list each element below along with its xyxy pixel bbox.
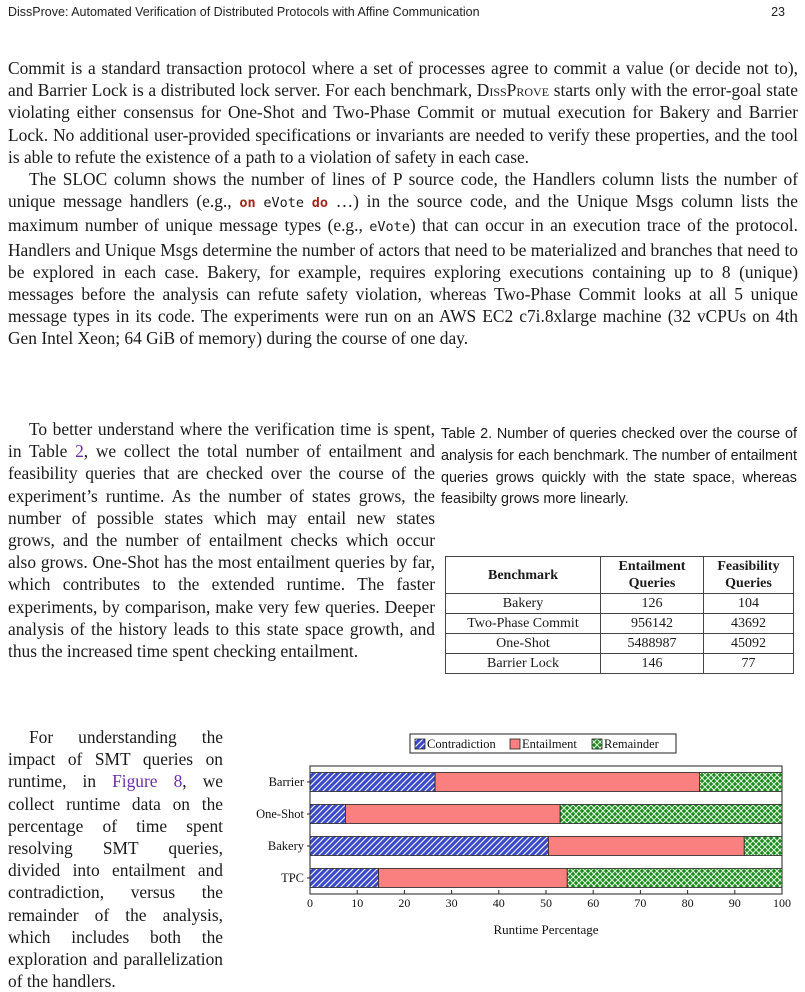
legend-label-entailment: Entailment xyxy=(522,737,577,751)
bar-one-shot-remainder xyxy=(560,805,782,824)
table-row xyxy=(446,654,794,674)
queries-table xyxy=(445,556,794,674)
paragraph-1 xyxy=(8,57,798,168)
table-cell: 956142 xyxy=(601,614,704,634)
bar-barrier-entailment xyxy=(435,773,699,792)
table-header-entailment: Entailment Queries xyxy=(601,557,704,594)
code-evote-2: eVote xyxy=(369,219,410,236)
p4-text-a: For understanding the impact of SMT queries on runtime, in xyxy=(8,727,223,792)
code-keyword-on: on xyxy=(239,195,256,212)
runtime-breakdown-chart xyxy=(240,730,800,974)
table-header-row xyxy=(446,557,794,594)
category-label: Barrier xyxy=(268,775,304,789)
x-tick-label: 60 xyxy=(587,896,600,910)
body-text-left-column xyxy=(8,418,435,662)
x-tick-label: 20 xyxy=(398,896,411,910)
table-caption: Table 2. Number of queries checked over the course of analysis for each benchmark. The number of entailment queries grows quickly with the state space, whereas feasibilty grows more linearly. xyxy=(441,426,797,508)
category-label: TPC xyxy=(281,871,304,885)
bar-one-shot-entailment xyxy=(345,805,560,824)
tool-name: DissProve xyxy=(476,80,550,101)
p2-text-a: The SLOC column shows the number of lines of P source code, the Handlers column lists the number of unique message handlers (e.g., xyxy=(8,169,798,212)
category-label: Bakery xyxy=(267,839,304,853)
x-tick-label: 80 xyxy=(681,896,694,910)
paragraph-2 xyxy=(8,168,798,350)
bar-tpc-remainder xyxy=(567,869,782,888)
x-tick-label: 50 xyxy=(540,896,552,910)
running-header xyxy=(8,5,785,23)
p3-text-a: To better understand where the verification time is spent, in Table xyxy=(8,419,435,462)
legend-swatch-remainder xyxy=(592,739,602,749)
x-tick-label: 90 xyxy=(728,896,741,910)
legend-swatch-contradiction xyxy=(415,739,425,749)
category-label: One-Shot xyxy=(256,807,304,821)
bar-tpc-contradiction xyxy=(310,869,378,888)
table-cell: 146 xyxy=(601,654,704,674)
p4-text-b: , we collect runtime data on the percentage of time spent resolving SMT queries, divided into entailment and contradiction, versus the remainder of the analysis, which includes both the exploration and parallelization of the handlers. xyxy=(8,771,223,992)
chart-plot-area xyxy=(256,766,791,937)
paragraph-3 xyxy=(8,418,435,662)
table-cell: 77 xyxy=(704,654,794,674)
code-keyword-do: do xyxy=(311,195,328,212)
figure-ref-link[interactable]: Figure 8 xyxy=(112,771,183,792)
body-text-narrow-column xyxy=(8,726,223,992)
p2-text-b: …) in the source code, and the Unique Msgs column lists the maximum number of unique message types (e.g., xyxy=(8,191,798,236)
bar-bakery-entailment xyxy=(548,837,744,856)
table-cell: 104 xyxy=(704,594,794,614)
p2-text-c: ) that can occur in an execution trace of the protocol. Handlers and Unique Msgs determine the number of actors that need to be materialized and branches that need to be explored in each case. Bakery, for example, requires exploring executions containing up to 8 (unique) messages before the analysis can refute safety violation, whereas Two-Phase Commit looks at all 5 unique message types in its code. The experiments were run on an AWS EC2 c7i.8xlarge machine (32 vCPUs on 4th Gen Intel Xeon; 64 GiB of memory) during the course of one day. xyxy=(8,215,798,349)
table-cell: 126 xyxy=(601,594,704,614)
x-tick-label: 100 xyxy=(773,896,791,910)
table-row xyxy=(446,634,794,654)
table-cell: One-Shot xyxy=(446,634,601,654)
table-row xyxy=(446,594,794,614)
bar-bakery-remainder xyxy=(744,837,782,856)
table-header-feasibility: Feasibility Queries xyxy=(704,557,794,594)
x-tick-label: 40 xyxy=(492,896,505,910)
page-number: 23 xyxy=(771,5,785,19)
bar-one-shot-contradiction xyxy=(310,805,345,824)
legend-label-contradiction: Contradiction xyxy=(427,737,496,751)
body-text-top xyxy=(8,57,798,350)
paragraph-4 xyxy=(8,726,223,992)
bar-tpc-entailment xyxy=(378,869,567,888)
table-header-benchmark: Benchmark xyxy=(446,557,601,594)
table-cell: 43692 xyxy=(704,614,794,634)
p3-text-b: , we collect the total number of entailment and feasibility queries that are checked over the course of the experiment’s runtime. As the number of states grows, the number of possible states which may entail new states grows, and the number of entailment checks which occur also grows. One-Shot has the most entailment queries by far, which contributes to the extended runtime. The faster experiments, by comparison, make very few queries. Deeper analysis of the history leads to this state space growth, and thus the increased time spent checking entailment. xyxy=(8,441,435,662)
bar-barrier-contradiction xyxy=(310,773,435,792)
table-cell: 5488987 xyxy=(601,634,704,654)
bar-bakery-contradiction xyxy=(310,837,548,856)
bar-barrier-remainder xyxy=(699,773,782,792)
chart-legend xyxy=(410,734,676,753)
p1-text-b: starts only with the error-goal state violating either consensus for One-Shot and Two-Phase Commit or mutual execution for Bakery and Barrier Lock. No additional user-provided specifications or invariants are needed to verify these properties, and the tool is able to refute the existence of a path to a violation of safety in each case. xyxy=(8,80,798,167)
table-ref-link[interactable]: 2 xyxy=(75,441,84,462)
table-row xyxy=(446,614,794,634)
x-axis-label: Runtime Percentage xyxy=(493,922,599,937)
legend-label-remainder: Remainder xyxy=(604,737,659,751)
table-cell: Two-Phase Commit xyxy=(446,614,601,634)
table-cell: Bakery xyxy=(446,594,601,614)
table-cell: 45092 xyxy=(704,634,794,654)
table-cell: Barrier Lock xyxy=(446,654,601,674)
x-tick-label: 30 xyxy=(445,896,458,910)
code-evote: eVote xyxy=(263,195,304,212)
x-tick-label: 0 xyxy=(307,896,313,910)
running-title: DissProve: Automated Verification of Distributed Protocols with Affine Communication xyxy=(8,5,480,19)
x-tick-label: 10 xyxy=(351,896,364,910)
p1-text-a: Commit is a standard transaction protocol where a set of processes agree to commit a value (or decide not to), and Barrier Lock is a distributed lock server. For each benchmark, xyxy=(8,58,798,101)
legend-swatch-entailment xyxy=(510,739,520,749)
x-tick-label: 70 xyxy=(634,896,647,910)
